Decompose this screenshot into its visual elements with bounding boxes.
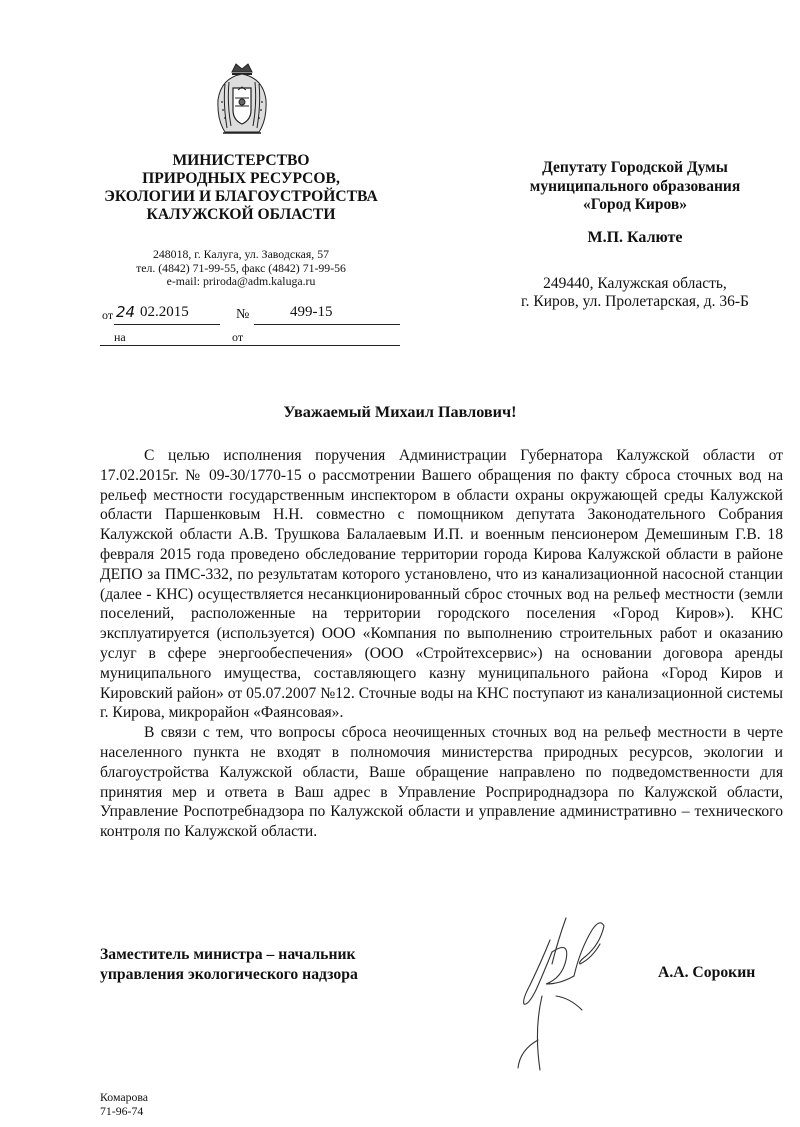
recipient-block: [500, 159, 770, 312]
recipient-title-line-1: Депутату Городской Думы: [542, 159, 728, 176]
ot-label: от: [102, 308, 114, 322]
document-number: 499-15: [290, 304, 333, 320]
sender-block: [90, 152, 392, 289]
handwritten-day: 24: [116, 303, 136, 321]
signatory-title: [100, 945, 358, 984]
na-label: на: [114, 330, 126, 344]
salutation: Уважаемый Михаил Павлович!: [283, 403, 517, 421]
date-underline: [114, 324, 220, 325]
number-underline: [254, 324, 400, 325]
signatory-title-line-2: управления экологического надзора: [100, 965, 358, 983]
executor-info: [100, 1090, 148, 1118]
recipient-title-line-2: муниципального образования: [529, 177, 741, 195]
body-paragraph-2: В связи с тем, что вопросы сброса неочищенных сточных вод на рельеф местности в черте населенного пункта не входят в полномочия министерства природных ресурсов, экологии и благоустройства Калужской области, Ваше обращение направлено по подведомственности для принятия мер и ответа в Ваш адрес в Управление Росприроднадзора по Калужской области, Управление Роспотребнадзора по Калужской области и управление административно – технического контроля по Калужской области.: [100, 724, 783, 841]
executor-name: Комарова: [100, 1090, 149, 1104]
recipient-address-line-2: г. Киров, ул. Пролетарская, д. 36-Б: [521, 293, 749, 310]
signatory-name: А.А. Сорокин: [658, 964, 756, 981]
document-date: 02.2015: [140, 304, 189, 320]
sender-email: e-mail: priroda@adm.kaluga.ru: [166, 274, 316, 289]
executor-phone: 71-96-74: [100, 1104, 144, 1118]
handwritten-signature-icon: [500, 900, 620, 1080]
recipient-name: М.П. Калюте: [587, 228, 683, 246]
body-paragraph-1: С целью исполнения поручения Администрации Губернатора Калужской области от 17.02.2015г. № 09-30/1770-15 о рассмотрении Вашего обращения по факту сброса сточных вод на рельеф местности государственным инспектором в области охраны окружающей среды Калужской области Паршенковым Н.Н. совместно с помощником депутата Законодательного Собрания Калужской области А.В. Трушкова Балалаевым И.П. и военным пенсионером Демешиным Г.В. 18 февраля 2015 года проведено обследование территории города Кирова Калужской области в районе ДЕПО за ПМС-332, по результатам которого установлено, что из канализационной насосной станции (далее - КНС) осуществляется несанкционированный сброс сточных вод на рельеф местности (земли поселений, расположенные на территории городского поселения «Город Киров»). КНС эксплуатируется (используется) ООО «Компания по выполнению строительных работ и оказанию услуг в сфере энергообеспечения» (ООО «Стройтехсервис») на основании договора аренды муниципального имущества, составляющего казну муниципального района «Город Киров и Кировский район» от 05.07.2007 №12. Сточные воды на КНС поступают из канализационной системы г. Кирова, микрорайон «Фаянсовая».: [100, 447, 783, 722]
reference-underline: [100, 345, 400, 346]
ministry-name-line-3: ЭКОЛОГИИ И БЛАГОУСТРОЙСТВА: [104, 188, 378, 205]
ot2-label: от: [232, 330, 244, 344]
sender-address: [90, 248, 392, 289]
ministry-name-line-1: МИНИСТЕРСТВО: [172, 152, 310, 169]
ministry-name-line-4: КАЛУЖСКОЙ ОБЛАСТИ: [146, 206, 336, 223]
coat-of-arms-icon: [213, 60, 271, 136]
recipient-title-line-3: «Город Киров»: [583, 196, 687, 213]
registration-block: [100, 304, 400, 348]
recipient-address-line-1: 249440, Калужская область,: [543, 274, 727, 292]
letter-body: [100, 446, 783, 842]
ministry-name-line-2: ПРИРОДНЫХ РЕСУРСОВ,: [142, 170, 340, 187]
signatory-title-line-1: Заместитель министра – начальник: [100, 946, 356, 963]
number-label: №: [236, 307, 250, 322]
sender-phone-fax: тел. (4842) 71-99-55, факс (4842) 71-99-56: [136, 260, 346, 275]
sender-postal-address: 248018, г. Калуга, ул. Заводская, 57: [152, 247, 329, 261]
